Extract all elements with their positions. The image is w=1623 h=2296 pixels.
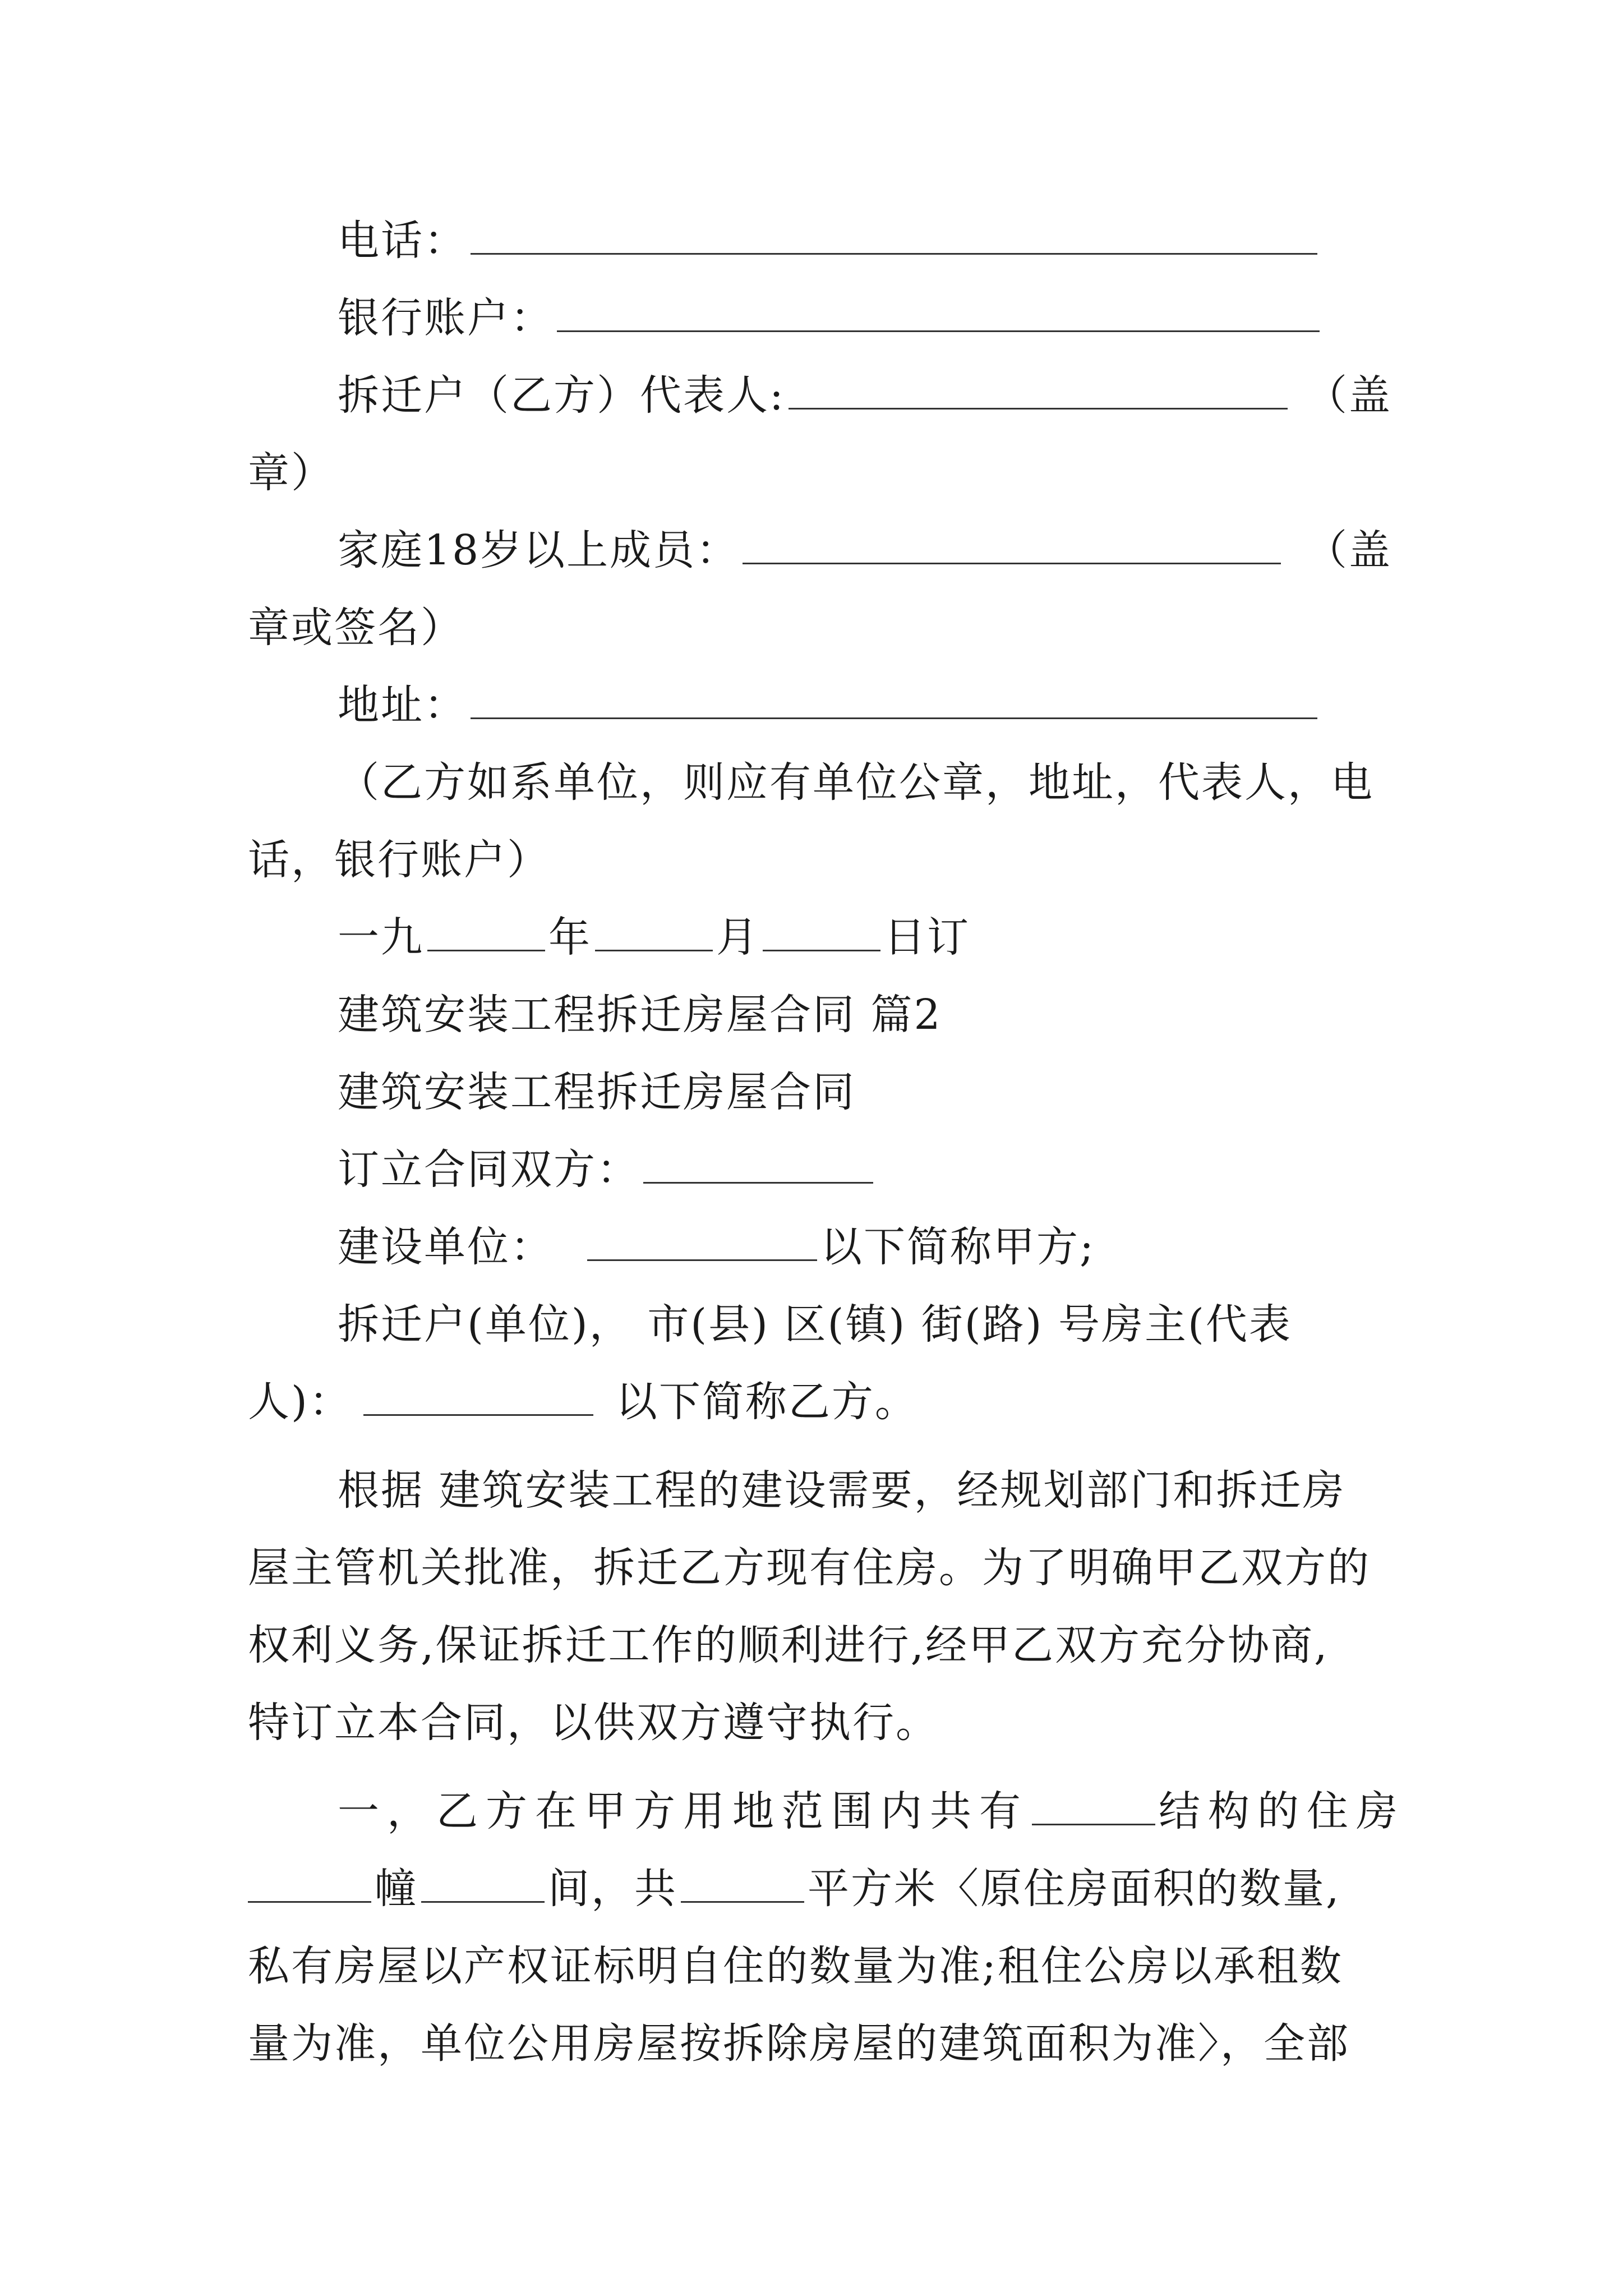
phone-line	[248, 202, 1392, 279]
parties-line	[248, 1131, 1392, 1208]
clause-one-text-a: 一，乙方在甲方用地范围内共有	[338, 1787, 1029, 1835]
bank-account-line	[248, 279, 1392, 357]
builder-line	[248, 1208, 1392, 1286]
para-text-4: 特订立本合同，以供双方遵守执行。	[248, 1699, 939, 1747]
clause-one-line-2	[248, 1850, 1392, 1927]
note-text-2: 话，银行账户）	[248, 836, 550, 884]
building-unit: 幢	[375, 1865, 418, 1913]
section-title: 建筑安装工程拆迁房屋合同 篇2	[338, 991, 942, 1039]
contract-title: 建筑安装工程拆迁房屋合同	[338, 1068, 856, 1116]
structure-blank[interactable]	[1032, 1777, 1155, 1825]
date-line	[248, 899, 1392, 976]
para-line-4	[248, 1684, 1392, 1761]
day-label: 日订	[884, 913, 970, 961]
parties-label: 订立合同双方：	[338, 1145, 640, 1194]
phone-blank[interactable]	[471, 206, 1317, 255]
builder-blank[interactable]	[587, 1212, 817, 1261]
seal-text-1b: 章）	[248, 449, 334, 497]
contract-page	[248, 202, 1405, 2082]
bank-account-blank[interactable]	[557, 283, 1320, 332]
household-rep-label: 人)：	[248, 1378, 352, 1426]
family-members-blank[interactable]	[743, 516, 1281, 564]
year-blank[interactable]	[427, 903, 545, 951]
note-line-1	[248, 744, 1392, 821]
note-text-1: （乙方如系单位，则应有单位公章，地址，代表人，电	[338, 758, 1374, 807]
building-count-blank[interactable]	[248, 1854, 371, 1903]
family-members-label: 家庭18岁以上成员：	[338, 526, 740, 574]
month-blank[interactable]	[595, 903, 713, 951]
address-label: 地址：	[338, 681, 467, 729]
year-label: 年	[548, 913, 592, 961]
family-members-line	[248, 512, 1392, 589]
para-text-2: 屋主管机关批准，拆迁乙方现有住房。为了明确甲乙双方的	[248, 1544, 1371, 1592]
parties-blank[interactable]	[643, 1135, 873, 1184]
representative-label: 拆迁户（乙方）代表人:	[338, 371, 785, 420]
area-text: 平方米〈原住房面积的数量,	[808, 1865, 1341, 1913]
household-line	[248, 1286, 1392, 1363]
month-label: 月	[716, 913, 759, 961]
seal-continuation-2	[248, 589, 1392, 666]
builder-suffix: 以下简称甲方;	[820, 1223, 1095, 1271]
phone-label: 电话：	[338, 217, 467, 265]
para-text-3: 权利义务,保证拆迁工作的顺利进行,经甲乙双方充分协商,	[248, 1621, 1329, 1669]
contract-title-line	[248, 1053, 1392, 1131]
household-text: 拆迁户(单位)， 市(县) 区(镇) 街(路) 号房主(代表	[338, 1300, 1292, 1349]
address-line	[248, 666, 1392, 744]
section-title-line	[248, 976, 1392, 1053]
day-blank[interactable]	[763, 903, 880, 951]
room-count-blank[interactable]	[421, 1854, 545, 1903]
seal-text-2: （盖	[1306, 526, 1392, 574]
seal-text-1: （盖	[1306, 371, 1392, 420]
room-unit: 间，共	[548, 1865, 677, 1913]
builder-label: 建设单位：	[338, 1223, 554, 1271]
address-blank[interactable]	[471, 670, 1317, 719]
para-line-2	[248, 1529, 1392, 1607]
representative-blank[interactable]	[789, 361, 1288, 409]
clause-one-text-c: 私有房屋以产权证标明自住的数量为准;租住公房以承租数	[248, 1942, 1343, 1990]
clause-one-line-4	[248, 2005, 1392, 2082]
seal-continuation-1	[248, 434, 1392, 512]
representative-line	[248, 357, 1392, 434]
clause-one-line-3	[248, 1927, 1392, 2005]
clause-one-line-1	[248, 1773, 1405, 1850]
seal-text-2b: 章或签名）	[248, 604, 464, 652]
para-text-1: 根据 建筑安装工程的建设需要，经规划部门和拆迁房	[338, 1466, 1346, 1515]
household-rep-blank[interactable]	[363, 1367, 593, 1416]
clause-one-text-d: 量为准，单位公用房屋按拆除房屋的建筑面积为准〉，全部	[248, 2019, 1350, 2068]
note-line-2	[248, 821, 1392, 899]
para-line-3	[248, 1607, 1392, 1684]
date-era: 一九	[338, 913, 424, 961]
bank-account-label: 银行账户：	[338, 294, 554, 342]
area-blank[interactable]	[681, 1854, 804, 1903]
clause-one-text-b: 结构的住房	[1159, 1787, 1405, 1835]
para-line-1	[248, 1452, 1392, 1529]
household-line-2	[248, 1363, 1392, 1441]
household-suffix: 以下简称乙方。	[615, 1378, 918, 1426]
